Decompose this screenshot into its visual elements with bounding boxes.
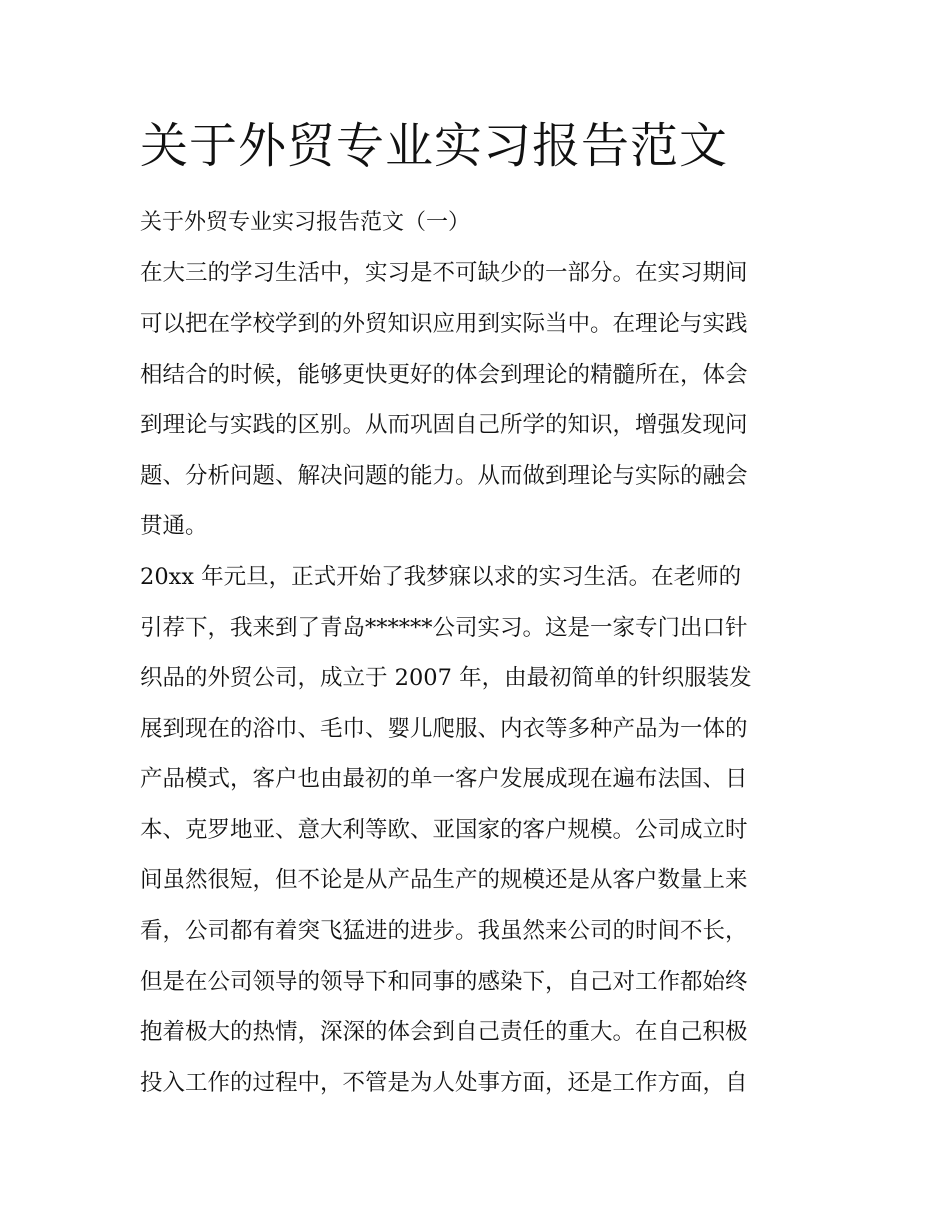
paragraph-line: 展到现在的浴巾、毛巾、婴儿爬服、内衣等多种产品为一体的 [140,716,748,742]
paragraph-line: 到理论与实践的区别。从而巩固自己所学的知识，增强发现问 [140,412,748,438]
paragraph-line: 本、克罗地亚、意大利等欧、亚国家的客户规模。公司成立时 [140,817,748,843]
paragraph-line: 产品模式，客户也由最初的单一客户发展成现在遍布法国、日 [140,766,748,792]
paragraph-line: 看，公司都有着突飞猛进的进步。我虽然来公司的时间不长， [140,918,748,944]
paragraph-line: 间虽然很短，但不论是从产品生产的规模还是从客户数量上来 [140,867,748,893]
paragraph-line: 贯通。 [140,513,208,539]
paragraph-line: 在大三的学习生活中，实习是不可缺少的一部分。在实习期间 [140,260,748,286]
paragraph-line: 可以把在学校学到的外贸知识应用到实际当中。在理论与实践 [140,311,748,337]
paragraph-line: 但是在公司领导的领导下和同事的感染下，自己对工作都始终 [140,969,748,995]
section-subtitle: 关于外贸专业实习报告范文（一） [140,210,471,235]
paragraph-line: 引荐下，我来到了青岛******公司实习。这是一家专门出口针 [140,615,748,641]
paragraph-line: 20xx 年元旦，正式开始了我梦寐以求的实习生活。在老师的 [140,564,742,590]
paragraph-line: 题、分析问题、解决问题的能力。从而做到理论与实际的融会 [140,463,748,489]
document-title: 关于外贸专业实习报告范文 [140,118,729,174]
paragraph-line: 投入工作的过程中，不管是为人处事方面，还是工作方面，自 [140,1070,748,1096]
paragraph-line: 织品的外贸公司，成立于 2007 年，由最初简单的针织服装发 [140,665,752,691]
paragraph-line: 相结合的时候，能够更快更好的体会到理论的精髓所在，体会 [140,362,748,388]
paragraph-line: 抱着极大的热情，深深的体会到自己责任的重大。在自己积极 [140,1019,748,1045]
